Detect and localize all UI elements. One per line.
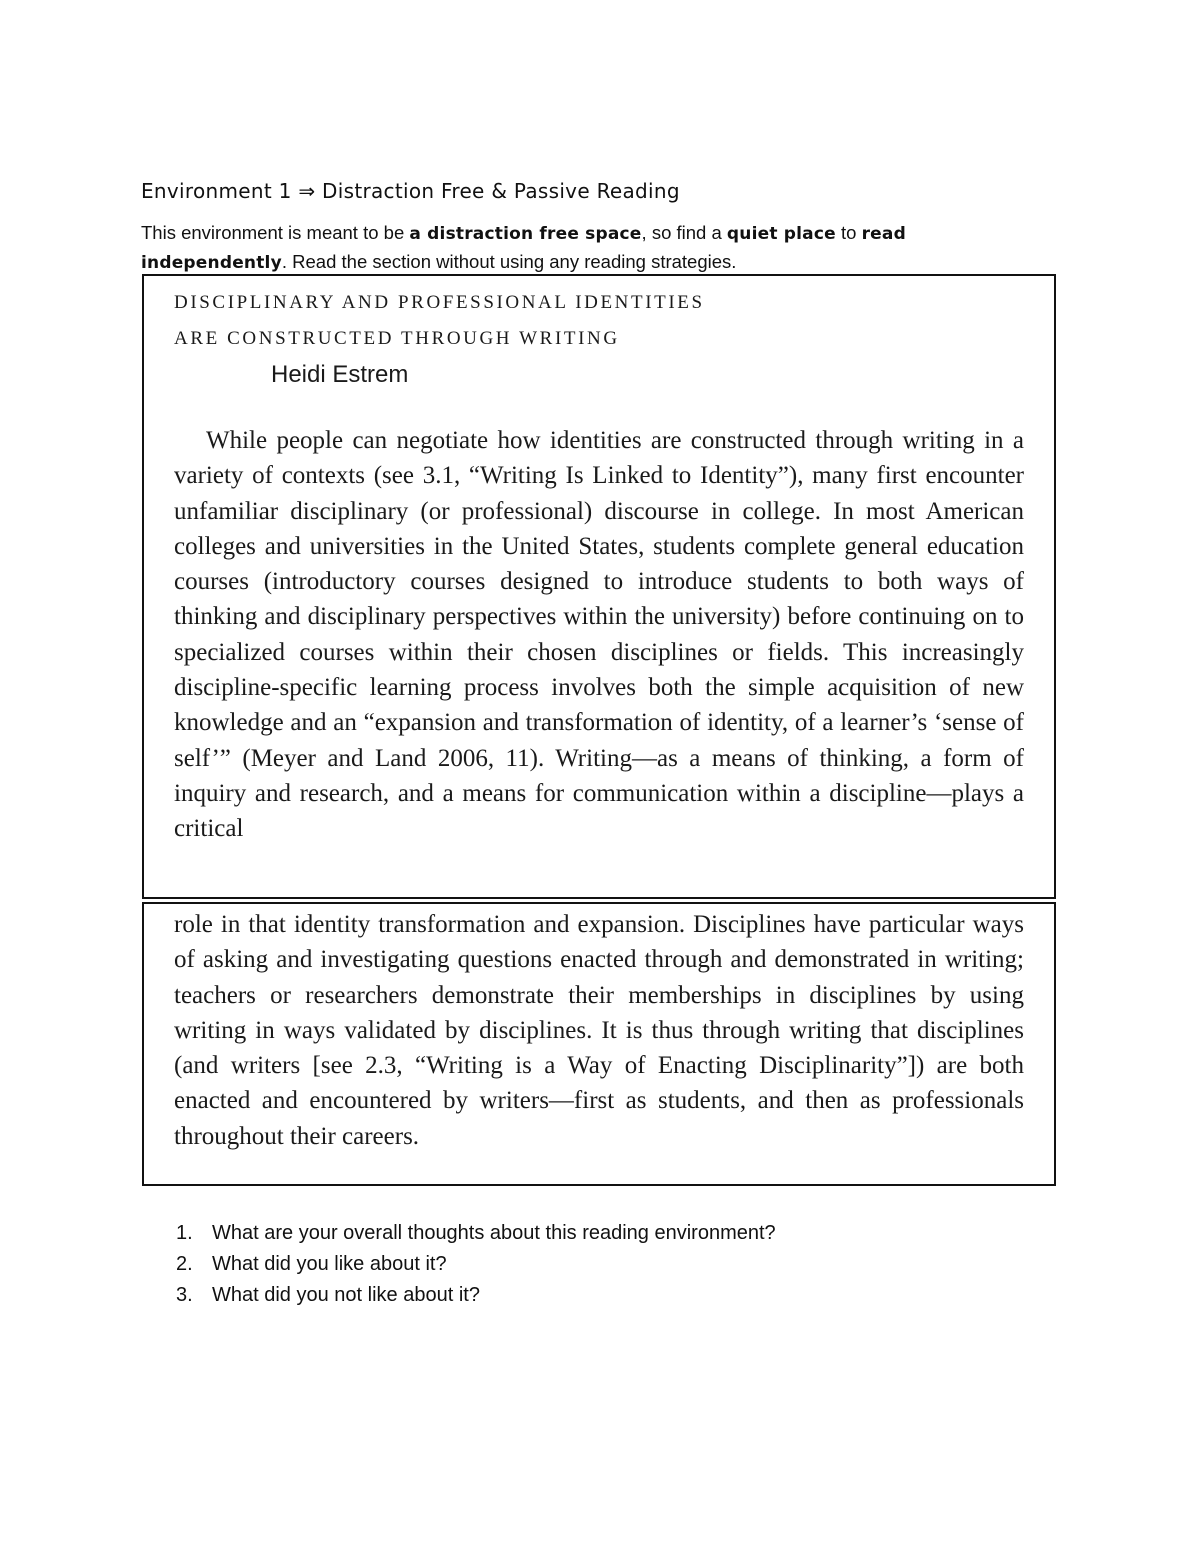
question-text: What did you not like about it?	[212, 1284, 480, 1306]
intro-text: , so find a	[641, 222, 727, 243]
intro-emphasis: a distraction free space	[409, 224, 642, 244]
question-number: 1.	[176, 1222, 193, 1244]
intro-emphasis: quiet place	[726, 224, 836, 244]
instructions-paragraph	[141, 219, 1021, 277]
question-text: What did you like about it?	[212, 1253, 447, 1275]
question-item	[176, 1249, 776, 1280]
excerpt-box-1	[142, 274, 1056, 899]
question-item	[176, 1280, 776, 1311]
excerpt-paragraph-part-1: While people can negotiate how identities are constructed through writing in a variety of contexts (see 3.1, “Writing Is Linked to Identity”), many first encounter unfamiliar disciplinary (or professional) discourse in college. In most American colleges and universities in the United States, students complete general education courses (introductory courses designed to introduce students to both ways of thinking and disciplinary perspectives within the university) before continuing on to specialized courses within their chosen disciplines or fields. This increasingly discipline-specific learning process involves both the simple acquisition of new knowledge and an “expansion and transformation of identity, of a learner’s ‘sense of self’” (Meyer and Land 2006, 11). Writing—as a means of thinking, a form of inquiry and research, and a means for communication within a discipline—plays a critical	[174, 427, 1024, 843]
excerpt-paragraph-part-2: role in that identity transformation and expansion. Disciplines have particular ways of asking and investigating questions enacted through and demonstrated in writing; teachers or researchers demonstrate their memberships in disciplines by using writing in ways validated by disciplines. It is thus through writing that disciplines (and writers [see 2.3, “Writing is a Way of Enacting Disciplinarity”]) are both enacted and encountered by writers—first as students, and then as professionals throughout their careers.	[174, 911, 1024, 1150]
question-number: 3.	[176, 1284, 193, 1306]
chapter-title-line-2: ARE CONSTRUCTED THROUGH WRITING	[174, 328, 620, 349]
intro-text: . Read the section without using any reading strategies.	[281, 251, 737, 272]
chapter-title-line-1: DISCIPLINARY AND PROFESSIONAL IDENTITIES	[174, 292, 705, 313]
intro-text: to	[835, 222, 862, 243]
intro-text: This environment is meant to be	[141, 222, 410, 243]
intro-emphasis: read independently	[141, 224, 906, 273]
question-list	[176, 1218, 776, 1311]
question-number: 2.	[176, 1253, 193, 1275]
section-heading: Environment 1 ⇒ Distraction Free & Passive Reading	[141, 179, 680, 203]
excerpt-box-2	[142, 902, 1056, 1186]
question-text: What are your overall thoughts about this reading environment?	[212, 1222, 776, 1244]
question-item	[176, 1218, 776, 1249]
author-name: Heidi Estrem	[271, 361, 409, 388]
